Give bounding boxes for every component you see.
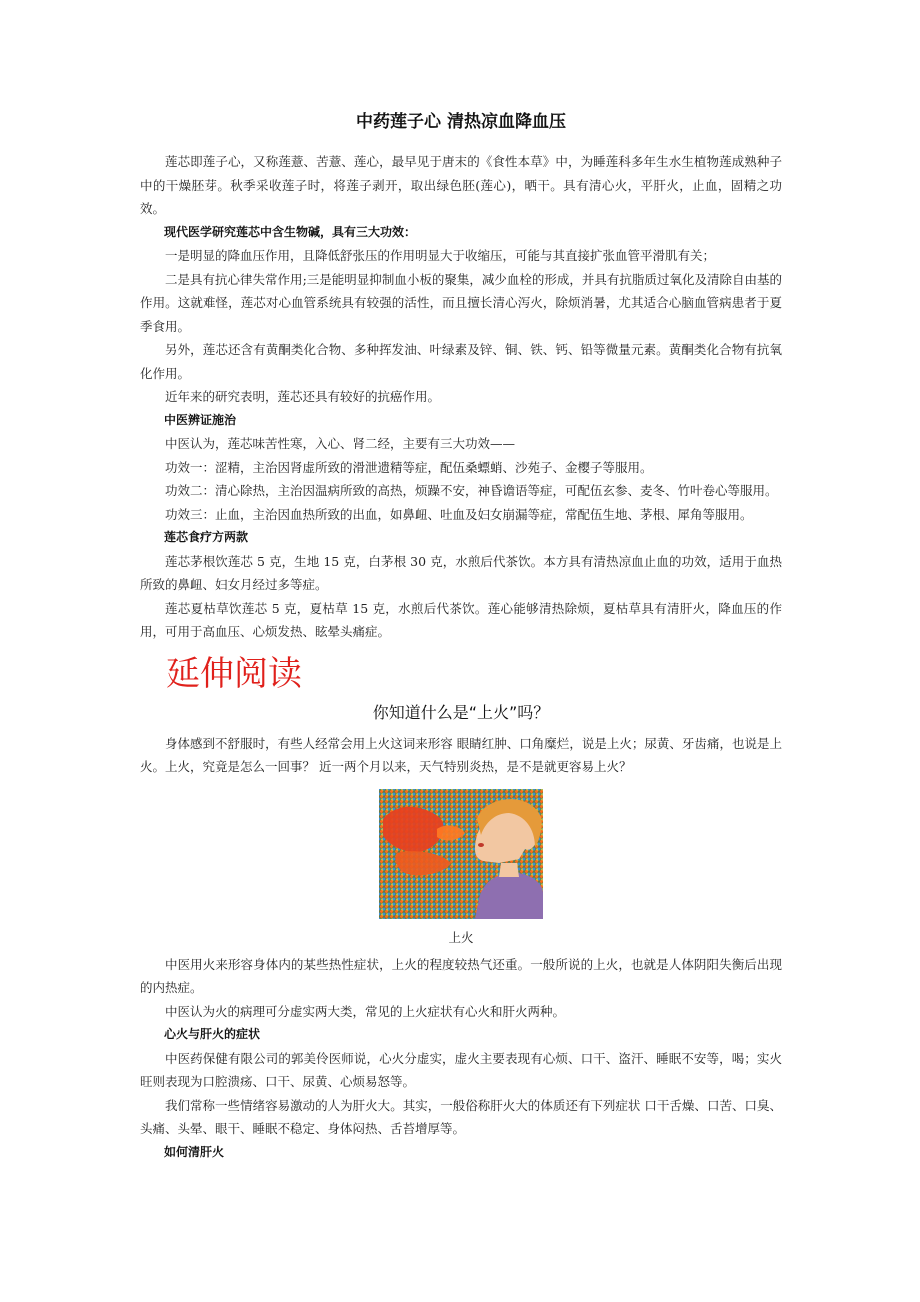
section-heading-recipes: 莲芯食疗方两款 [164,530,249,544]
paragraph-anticancer: 近年来的研究表明，莲芯还具有较好的抗癌作用。 [165,389,441,404]
section-heading-tcm: 中医辨证施治 [164,412,237,427]
extended-reading-label: 延伸阅读 [166,653,302,694]
paragraph-other-components: 另外，莲芯还含有黄酮类化合物、多种挥发油、叶绿素及锌、铜、铁、钙、铅等微量元素。黄酮类化合物有抗氧化作用。 [140,342,782,381]
section-heading-clear-liver-fire: 如何清肝火 [164,1144,225,1159]
paragraph-effect-2-3: 二是具有抗心律失常作用;三是能明显抑制血小板的聚集，减少血栓的形成，并具有抗脂质过氧化及清除自由基的作用。这就难怪，莲芯对心血管系统具有较强的活性，而且擅长清心泻火，除烦消暑，尤其适合心脑血管病患者于夏季食用。 [140,271,782,334]
paragraph-liver-fire: 我们常称一些情绪容易激动的人为肝火大。其实，一般俗称肝火大的体质还有下列症状 口干舌燥、口苦、口臭、头痛、头晕、眼干、睡眠不稳定、身体闷热、舌苔增厚等。 [140,1097,782,1136]
section-heading-heart-liver-fire: 心火与肝火的症状 [164,1027,261,1041]
illustration-drawing [379,789,543,919]
document-page [140,108,782,1164]
section-heading-modern-research: 现代医学研究莲芯中含生物碱，具有三大功效： [164,224,417,239]
paragraph-shanghuo-types: 中医认为火的病理可分虚实两大类，常见的上火症状有心火和肝火两种。 [165,1003,566,1019]
paragraph-recipe-2: 莲芯夏枯草饮莲芯 5 克，夏枯草 15 克，水煎后代茶饮。莲心能够清热除烦，夏枯草具有清肝火，降血压的作用，可用于高血压、心烦发热、眩晕头痛症。 [140,600,782,639]
extended-subtitle: 你知道什么是“上火”吗？ [372,702,550,722]
paragraph-recipe-1: 莲芯茅根饮莲芯 5 克，生地 15 克，白茅根 30 克，水煎后代茶饮。本方具有清热凉血止血的功效，适用于血热所致的鼻衄、妇女月经过多等症。 [140,553,782,592]
paragraph-intro: 莲芯即莲子心，又称莲薏、苦薏、莲心，最早见于唐末的《食性本草》中，为睡莲科多年生水生植物莲成熟种子中的干燥胚芽。秋季采收莲子时，将莲子剥开，取出绿色胚(莲心)，晒干。具有清心火，平肝火，止血，固精之功效。 [140,154,782,216]
article-title: 中药莲子心 清热凉血降血压 [356,112,566,132]
paragraph-tcm-effect-2: 功效二：清心除热，主治因温病所致的高热，烦躁不安，神昏谵语等症，可配伍玄参、麦冬、竹叶卷心等服用。 [165,483,778,498]
paragraph-heart-fire: 中医药保健有限公司的郭美伶医师说，心火分虚实，虚火主要表现有心烦、口干、盗汗、睡眠不安等，喝；实火旺则表现为口腔溃疡、口干、尿黄、心烦易怒等。 [140,1050,782,1089]
paragraph-shanghuo-definition: 中医用火来形容身体内的某些热性症状，上火的程度较热气还重。一般所说的上火，也就是人体阴阳失衡后出现的内热症。 [140,956,782,995]
paragraph-tcm-effect-1: 功效一：涩精，主治因肾虚所致的滑泄遗精等症，配伍桑螵蛸、沙苑子、金樱子等服用。 [165,459,653,475]
illustration-image [379,789,543,919]
paragraph-shanghuo-intro: 身体感到不舒服时，有些人经常会用上火这词来形容 眼睛红肿、口角糜烂，说是上火；尿黄、牙齿痛，也说是上火。上火，究竟是怎么一回事？ 近一两个月以来，天气特别炎热，是不是就更容易上火？ [140,735,782,774]
image-caption: 上火 [448,929,474,945]
paragraph-tcm-intro: 中医认为，莲芯味苦性寒，入心、肾二经，主要有三大功效—— [165,436,516,451]
paragraph-tcm-effect-3: 功效三：止血，主治因血热所致的出血，如鼻衄、吐血及妇女崩漏等症，常配伍生地、茅根、犀角等服用。 [165,506,753,522]
paragraph-effect-1: 一是明显的降血压作用，且降低舒张压的作用明显大于收缩压，可能与其直接扩张血管平滑肌有关； [165,248,716,263]
